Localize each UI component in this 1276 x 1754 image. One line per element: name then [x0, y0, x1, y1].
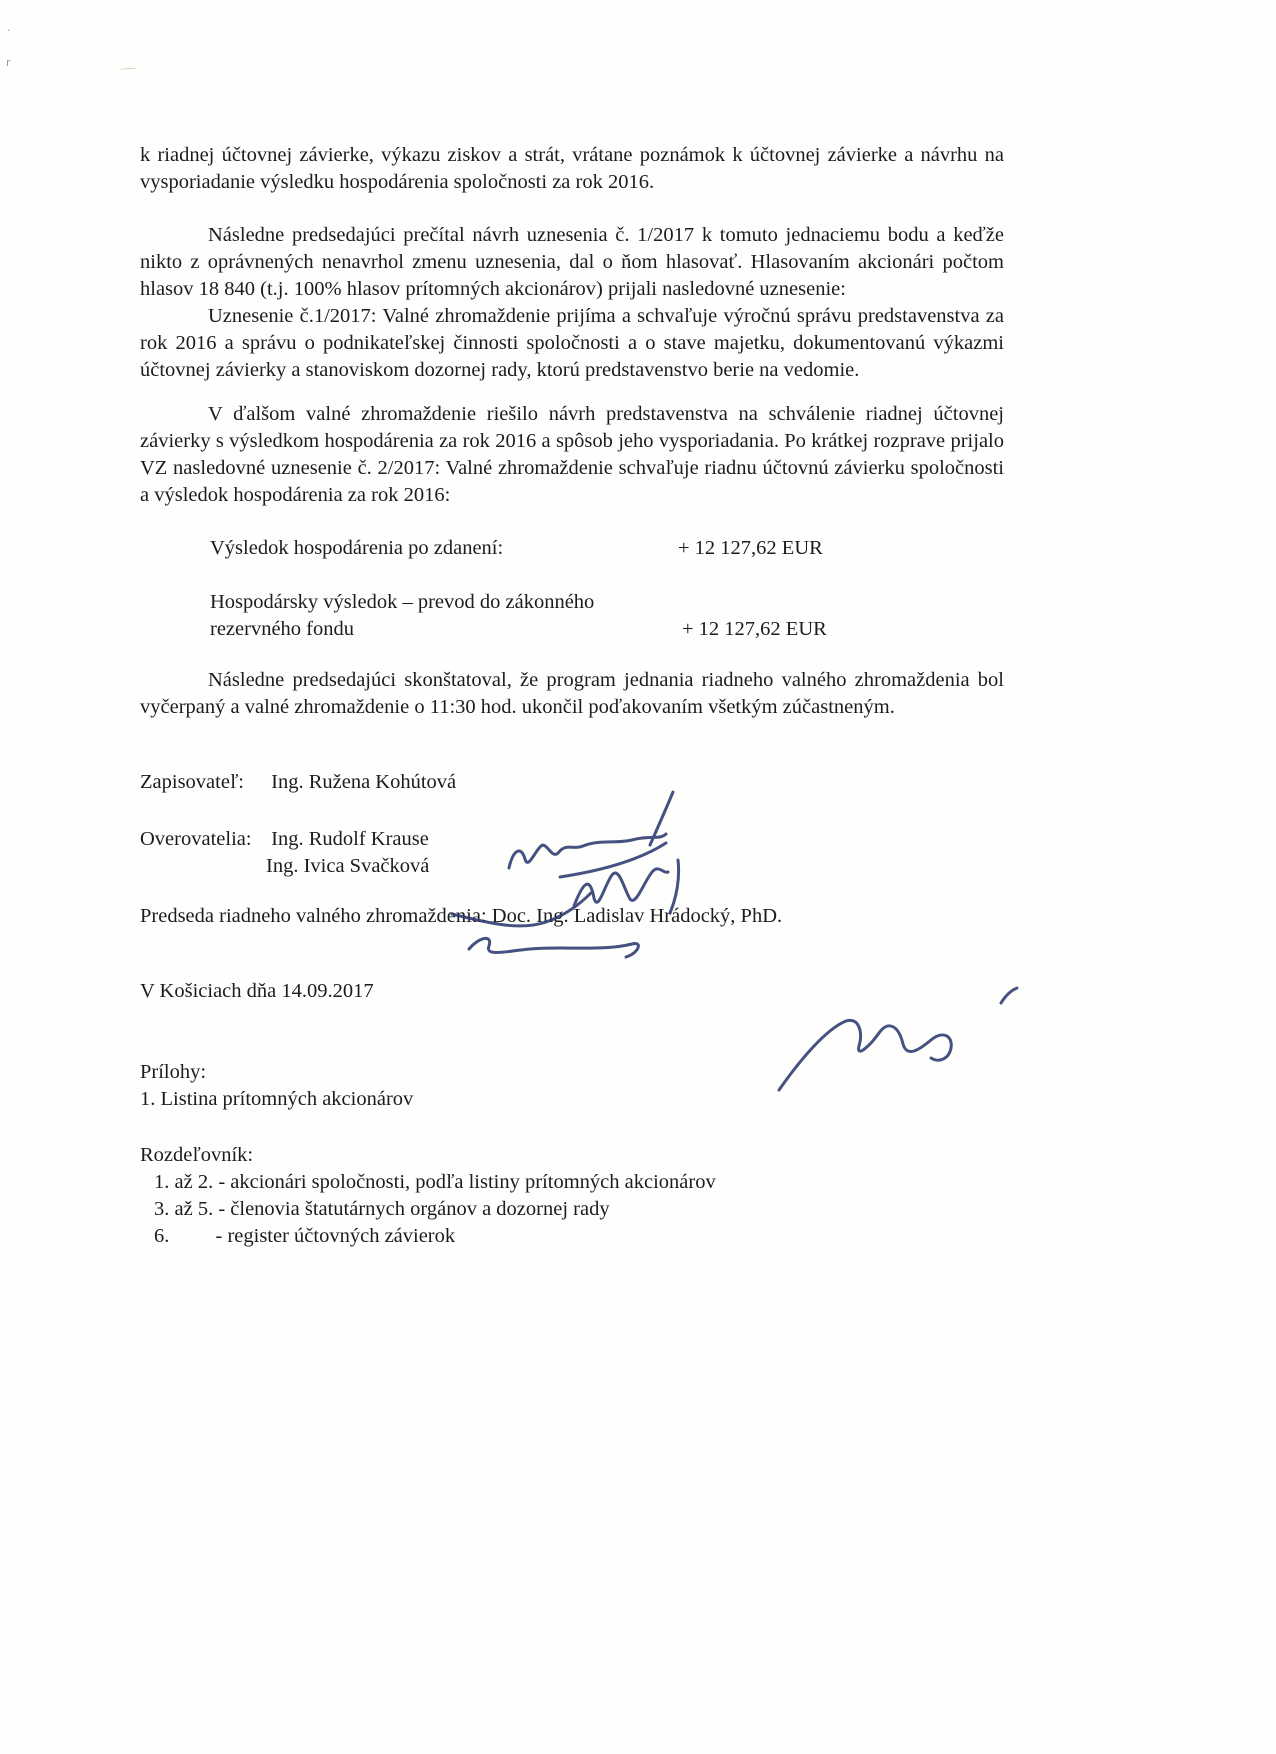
paragraph-closing: Následne predsedajúci skonštatoval, že program jednania riadneho valného zhromaždenia bol vyčerpaný a valné zhromaždenie o 11:30 hod. ukončil poďakovaním všetkým zúčastneným. [140, 669, 1004, 718]
paragraph-resolution-1-2017: Uznesenie č.1/2017: Valné zhromaždenie prijíma a schvaľuje výročnú správu predstavenstva za rok 2016 a správu o podnikateľskej činnosti spoločnosti a o stave majetku, dokumentovanú výkazmi účtovnej závierky a stanoviskom dozornej rady, ktorú predstavenstvo berie na vedomie. [140, 305, 1004, 381]
distribution-item-1: 1. až 2. - akcionári spoločnosti, podľa listiny prítomných akcionárov [154, 1171, 716, 1193]
result-after-tax-row [140, 535, 1004, 562]
result-reserve-fund-label-line2: rezervného fondu [210, 618, 355, 640]
recorder-name: Ing. Ružena Kohútová [271, 771, 457, 793]
result-reserve-fund-label-line1: Hospodársky výsledok – prevod do zákonného [210, 591, 595, 613]
place-date-line: V Košiciach dňa 14.09.2017 [140, 980, 374, 1002]
chairman-line: Predseda riadneho valného zhromaždenia: Doc. Ing. Ladislav Hrádocký, PhD. [140, 905, 783, 927]
scan-artifact: · [7, 24, 11, 37]
result-after-tax-value: + 12 127,62 EUR [678, 537, 823, 559]
distribution-title: Rozdeľovník: [140, 1144, 254, 1166]
scan-artifact [120, 67, 136, 71]
result-reserve-fund-label [210, 591, 594, 640]
verifiers-line-1 [140, 826, 1004, 853]
attachments-title: Prílohy: [140, 1061, 207, 1083]
result-reserve-fund-row [140, 589, 1004, 643]
verifier-1-name: Ing. Rudolf Krause [271, 828, 429, 850]
scan-artifact: r [6, 56, 11, 69]
verifiers-line-2 [140, 853, 1004, 880]
result-after-tax-label: Výsledok hospodárenia po zdanení: [210, 537, 504, 559]
recorder-line [140, 769, 1004, 796]
recorder-label: Zapisovateľ: [140, 771, 244, 793]
distribution-item-2: 3. až 5. - členovia štatutárnych orgánov a dozornej rady [154, 1198, 610, 1220]
document-body [140, 142, 1004, 1250]
verifier-2-name: Ing. Ivica Svačková [266, 855, 430, 877]
result-reserve-fund-value: + 12 127,62 EUR [682, 618, 827, 640]
paragraph-continuation: k riadnej účtovnej závierke, výkazu ziskov a strát, vrátane poznámok k účtovnej závierke a návrhu na vysporiadanie výsledku hospodárenia spoločnosti za rok 2016. [140, 144, 1004, 193]
paragraph-resolution-2-2017: V ďalšom valné zhromaždenie riešilo návrh predstavenstva na schválenie riadnej účtovnej závierky s výsledkom hospodárenia za rok 2016 a spôsob jeho vysporiadania. Po krátkej rozprave prijalo VZ nasledovné uznesenie č. 2/2017: Valné zhromaždenie schvaľuje riadnu účtovnú závierku spoločnosti a výsledok hospodárenia za rok 2016: [140, 403, 1004, 506]
verifiers-label: Overovatelia: [140, 828, 252, 850]
attachments-item-1: 1. Listina prítomných akcionárov [140, 1088, 414, 1110]
distribution-item-3: 6. - register účtovných závierok [154, 1225, 456, 1247]
paragraph-voting: Následne predsedajúci prečítal návrh uznesenia č. 1/2017 k tomuto jednaciemu bodu a keďže nikto z oprávnených nenavrhol zmenu uznesenia, dal o ňom hlasovať. Hlasovaním akcionári počtom hlasov 18 840 (t.j. 100% hlasov prítomných akcionárov) prijali nasledovné uznesenie: [140, 224, 1004, 300]
